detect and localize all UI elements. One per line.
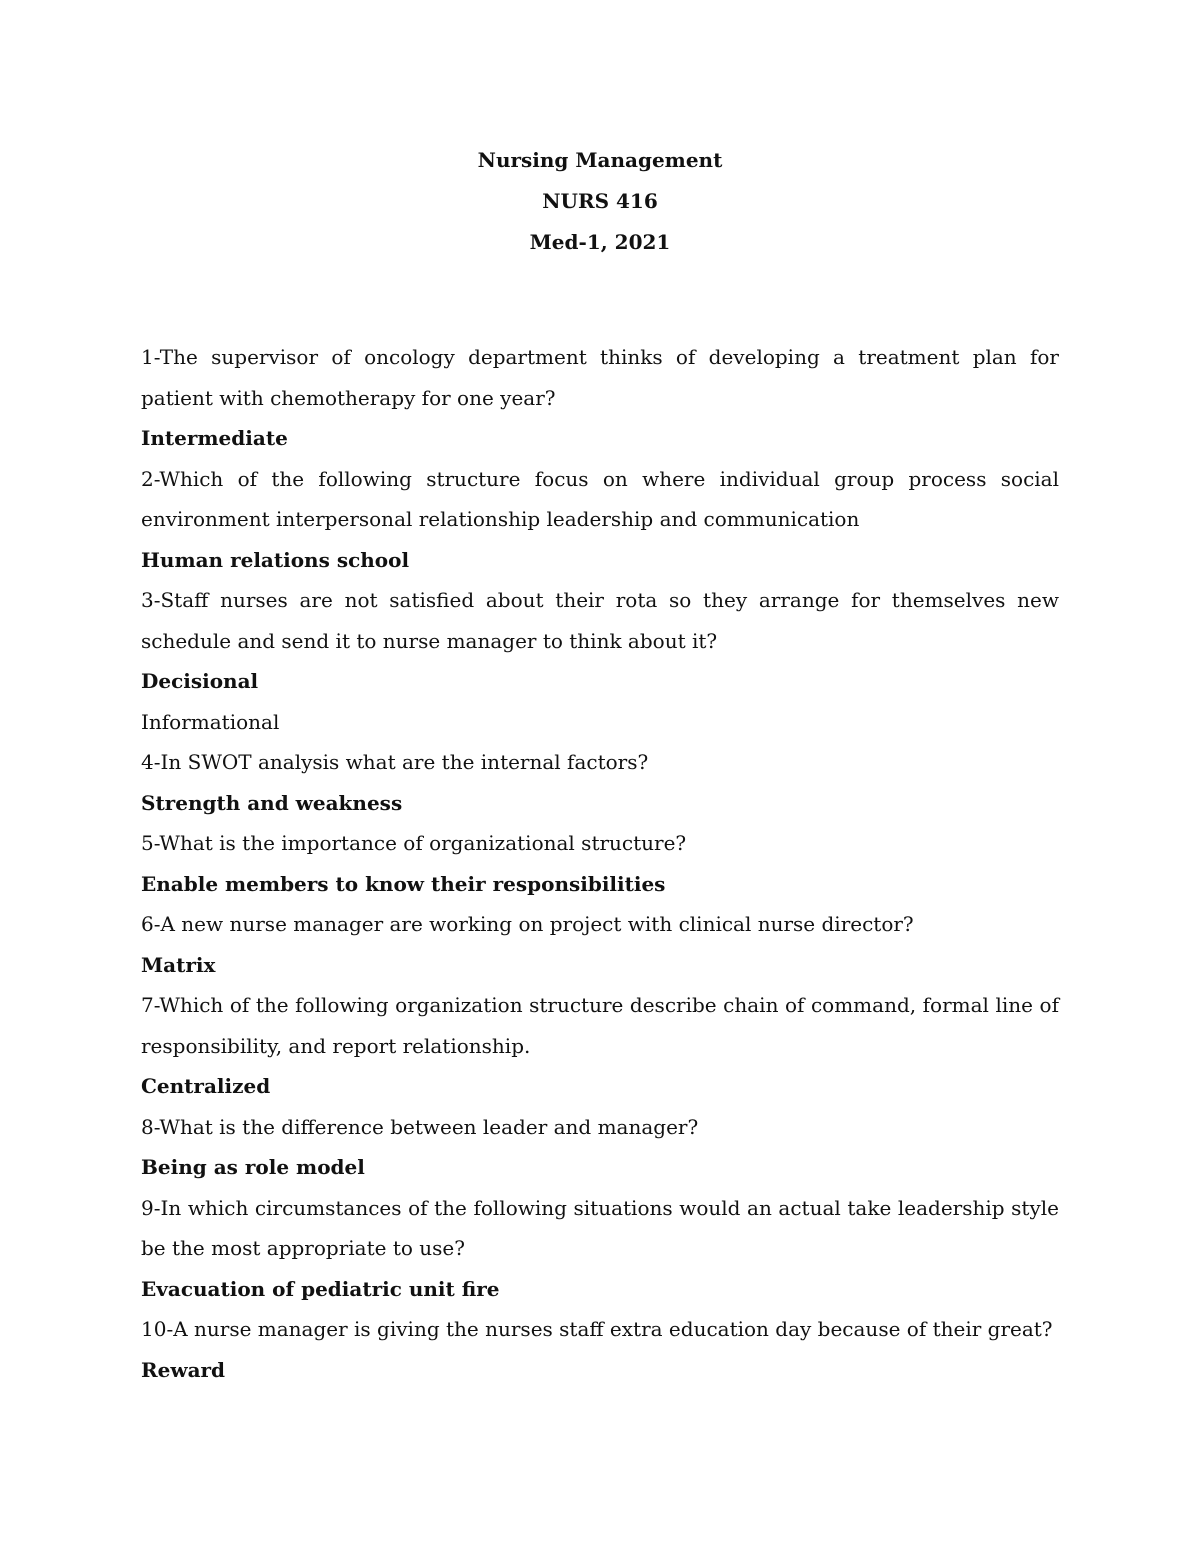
option-3: Informational — [141, 709, 280, 734]
answer-10: Reward — [141, 1357, 226, 1382]
answer-2: Human relations school — [141, 547, 410, 572]
answer-7: Centralized — [141, 1074, 271, 1098]
question-7: 7-Which of the following organization structure describe chain of command, formal line of responsibility, and report relationship. — [141, 993, 1059, 1058]
answer-1: Intermediate — [141, 426, 288, 450]
question-5: 5-What is the importance of organizational structure? — [141, 831, 687, 855]
question-6: 6-A new nurse manager are working on project with clinical nurse director? — [141, 912, 914, 936]
question-4: 4-In SWOT analysis what are the internal factors? — [141, 750, 649, 774]
term-label: Med-1, 2021 — [529, 230, 671, 254]
question-1: 1-The supervisor of oncology department thinks of developing a treatment plan for patient with chemotherapy for one year? — [141, 345, 1059, 410]
question-10: 10-A nurse manager is giving the nurses staff extra education day because of their great? — [141, 1317, 1053, 1341]
answer-5: Enable members to know their responsibilities — [141, 871, 666, 896]
answer-8: Being as role model — [141, 1155, 365, 1179]
question-9: 9-In which circumstances of the following situations would an actual take leadership style be the most appropriate to use? — [141, 1195, 1059, 1260]
answer-4: Strength and weakness — [141, 790, 403, 815]
question-8: 8-What is the difference between leader and manager? — [141, 1114, 699, 1139]
question-2: 2-Which of the following structure focus on where individual group process social environment interpersonal relationship leadership and communication — [141, 466, 1059, 531]
answer-3: Decisional — [141, 669, 259, 693]
question-3: 3-Staff nurses are not satisfied about their rota so they arrange for themselves new schedule and send it to nurse manager to think about it? — [141, 588, 1059, 653]
answer-6: Matrix — [141, 952, 216, 977]
document-title: Nursing Management — [477, 148, 723, 172]
question-list — [141, 337, 1059, 1390]
answer-9: Evacuation of pediatric unit fire — [141, 1276, 500, 1301]
course-code: NURS 416 — [542, 189, 658, 213]
document-header — [0, 140, 1200, 263]
